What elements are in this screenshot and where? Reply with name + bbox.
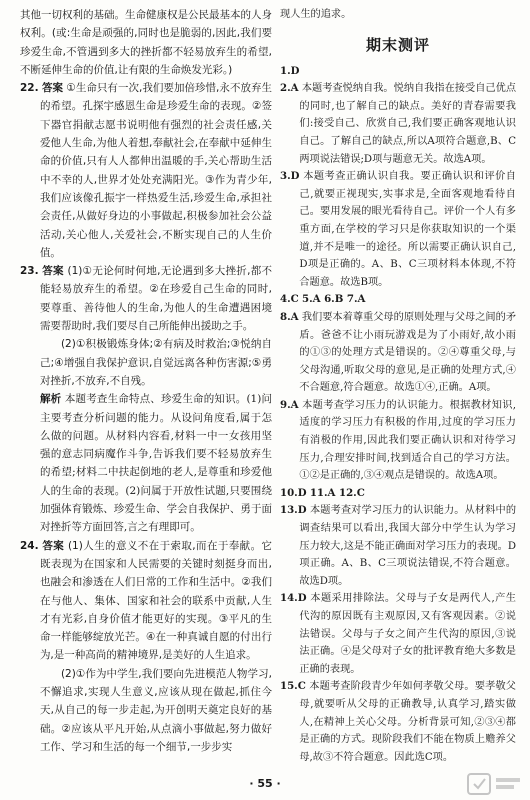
answer-text: ①生命只有一次,我们要加倍珍惜,永不放弃生的希望。孔探宇感恩生命是珍爱生命的表现。②签下器官捐献志愿书说明他有强烈的社会责任感,关爱他人生命,为他人着想,奉献社会,在奉献中延伸生命的价值,只有人人都伸出温暖的手,关心帮助生活中不幸的人,世界才处处充满阳光。③作为青少年,我们应该像孔振宇一样热爱生活,珍爱生命,承担社会责任,从做好身边的小事做起,积极参加社会公益活动,关心他人,关爱社会,不断实现自己的人生价值。 [39, 82, 273, 259]
item-explanation: 本题考查对学习压力的认识能力。从材料中的调查结果可以看出,我国大部分中学生认为学习压力较大,这是不能正确面对学习压力的表现。D项正确。A、B、C三项说法错误,不符合题意。故选D项。 [299, 505, 517, 587]
item-answer: A [290, 310, 299, 323]
item-extra-answers: 5.A 6.B 7.A [302, 293, 366, 306]
continued-text: 现人生的追求。 [280, 9, 352, 20]
item-number: 8. [280, 310, 291, 323]
item-explanation: 本题考查阶段青少年如何孝敬父母。要孝敬父母,就要听从父母的正确教导,认真学习,踏实做人,在精神上关心父母。分析背景可知,②③④都是正确的方式。现阶段我们不能在物质上赡养父母,故③不符合题意。因此选C项。 [299, 681, 516, 763]
item-number: 9. [280, 398, 291, 411]
item-explanation: 本题考查学习压力的认识能力。根据教材知识,适度的学习压力有积极的作用,过度的学习压力有消极的作用,因此我们要正确认识和对待学习压力,合理安排时间,找到适合自己的学习方法。①②是正确的,③④观点是错误的。故选A项。 [299, 399, 516, 482]
item-answer: A [290, 82, 299, 95]
answer-label: 答案 [42, 539, 65, 552]
answer-label: 答案 [41, 82, 64, 95]
item-number: 14. [280, 592, 298, 605]
answer-site-watermark-icon [466, 770, 524, 798]
question-number: 23. [20, 265, 39, 278]
item-extra-answers: 11.A 12.C [309, 486, 365, 499]
item-answer: C [290, 293, 299, 306]
answer-text: (1)①无论何时何地,无论遇到多大挫折,都不能轻易放弃生的希望。②在珍爱自己生命的同时,要尊重、善待他人的生命,为他人的生命遭遇困境需要帮助时,我们要尽自己所能伸出援助之手。 [39, 265, 273, 333]
answer-item [280, 502, 516, 590]
item-answer: D [297, 504, 307, 517]
answer-item [280, 678, 516, 766]
right-column [280, 6, 516, 766]
answer-list [280, 63, 516, 767]
answer-item [280, 309, 516, 397]
intro-paragraph: 其他一切权利的基础。生命健康权是公民最基本的人身权利。(或:生命是顽强的,同时也是脆弱的,因此,我们要珍爱生命,不管遇到多大的挫折都不轻易放弃生的希望,不断延伸生命的价值,让有限的生命焕发光彩。) [20, 9, 272, 76]
item-explanation: 我们要本着尊重父母的原则处理与父母之间的矛盾。爸爸不让小雨玩游戏是为了小雨好,故小雨的①③的处理方式是错误的。②④尊重父母,与父母沟通,听取父母的意见,是正确的处理方式,④不合题意,符合题意。故选①④,正确。A项。 [299, 311, 517, 394]
answer-item [280, 63, 516, 81]
item-explanation: 本题考查悦纳自我。悦纳自我指在接受自己优点的同时,也了解自己的缺点。美好的青春需要我们:接受自己、欣赏自己,我们要正确客观地认识自己。了解自己的缺点,所以A项符合题意,B、C两项说法错误;D项与题意无关。故选A项。 [299, 83, 517, 165]
explanation-text: 本题考查生命特点、珍爱生命的知识。(1)问主要考查分析问题的能力。从设问角度看,属于怎么做的问题。从材料内容看,材料一中一女孩用坚强的意志同病魔作斗争,告诉我们要不轻易放弃生的希望;材料二中扶起倒地的老人,是尊重和珍爱他人的生命的表现。(2)问属于开放性试题,只要围绕加强体育锻炼、珍爱生命、学会自我保护、勇于面对挫折等方面回答,言之有理即可。 [39, 393, 273, 534]
answer-text-part2: (2)①作为中学生,我们要向先进模范人物学习,不懈追求,实现人生意义,应该从现在做起,抓住今天,从自己的每一步走起,为开创明天奠定良好的基础。②应该从平凡开始,从点滴小事做起,努力做好工作、学习和生活的每一个细节,一步步实 [39, 667, 272, 753]
question-23 [20, 262, 272, 335]
item-answer: D [290, 170, 300, 183]
answer-label: 答案 [42, 265, 64, 278]
answer-item [280, 397, 516, 485]
question-22 [20, 79, 272, 262]
answer-item [280, 590, 516, 678]
item-answer: D [290, 64, 300, 77]
answer-text: (1)人生的意义不在于索取,而在于奉献。它既表现为在国家和人民需要的关键时刻挺身而出,也融会和渗透在人们日常的工作和生活中。②我们在与他人、集体、国家和社会的联系中贡献,人生才有光彩,自身价值才能更好的实现。③平凡的生命一样能够绽放光芒。④在一种真诚自愿的付出行为,是一种高尚的精神境界,是美好的人生追求。 [39, 539, 272, 662]
answer-item [280, 168, 516, 291]
item-number: 4. [280, 293, 291, 306]
item-number: 10. [280, 486, 298, 499]
item-explanation: 本题考查正确认识自我。要正确认识和评价自己,就要正视现实,实事求是,全面客观地看待自己。要用发展的眼光看待自己。评价一个人有多重方面,在学校的学习只是你获取知识的一个渠道,并不是唯一的途径。所以需要正确认识自己,D项是正确的。A、B、C三项材料本体现,不符合题意。故选B项。 [299, 171, 516, 288]
answer-item [280, 80, 516, 168]
item-answer: A [290, 398, 299, 411]
left-column [20, 6, 272, 756]
question-24 [20, 537, 272, 665]
question-number: 24. [20, 539, 39, 552]
item-number: 1. [280, 64, 291, 77]
item-answer: D [297, 486, 307, 499]
page-number: · 55 · [249, 777, 281, 790]
answer-item [280, 485, 516, 503]
item-number: 13. [280, 504, 298, 517]
item-number: 2. [280, 82, 291, 95]
item-answer: D [297, 592, 307, 605]
item-answer: C [297, 680, 306, 693]
explanation-label: 解析 [39, 393, 62, 406]
section-title: 期末测评 [365, 35, 430, 54]
item-number: 15. [280, 680, 298, 693]
item-explanation: 本题采用排除法。父母与子女是两代人,产生代沟的原因既有主观原因,又有客观因素。②说法错误。父母与子女之间产生代沟的原因,③说法正确。④是父母对子女的批评教育绝大多数是正确的表现。 [299, 593, 516, 675]
answer-item [280, 291, 516, 309]
explanation [20, 390, 272, 536]
answer-text-part2: (2)①积极锻炼身体;②有病及时救治;③悦纳自己;④增强自我保护意识,自觉远离各种伤害源;⑤勇对挫折,不放弃,不自残。 [39, 338, 272, 387]
question-number: 22. [20, 82, 39, 95]
item-number: 3. [280, 170, 291, 183]
